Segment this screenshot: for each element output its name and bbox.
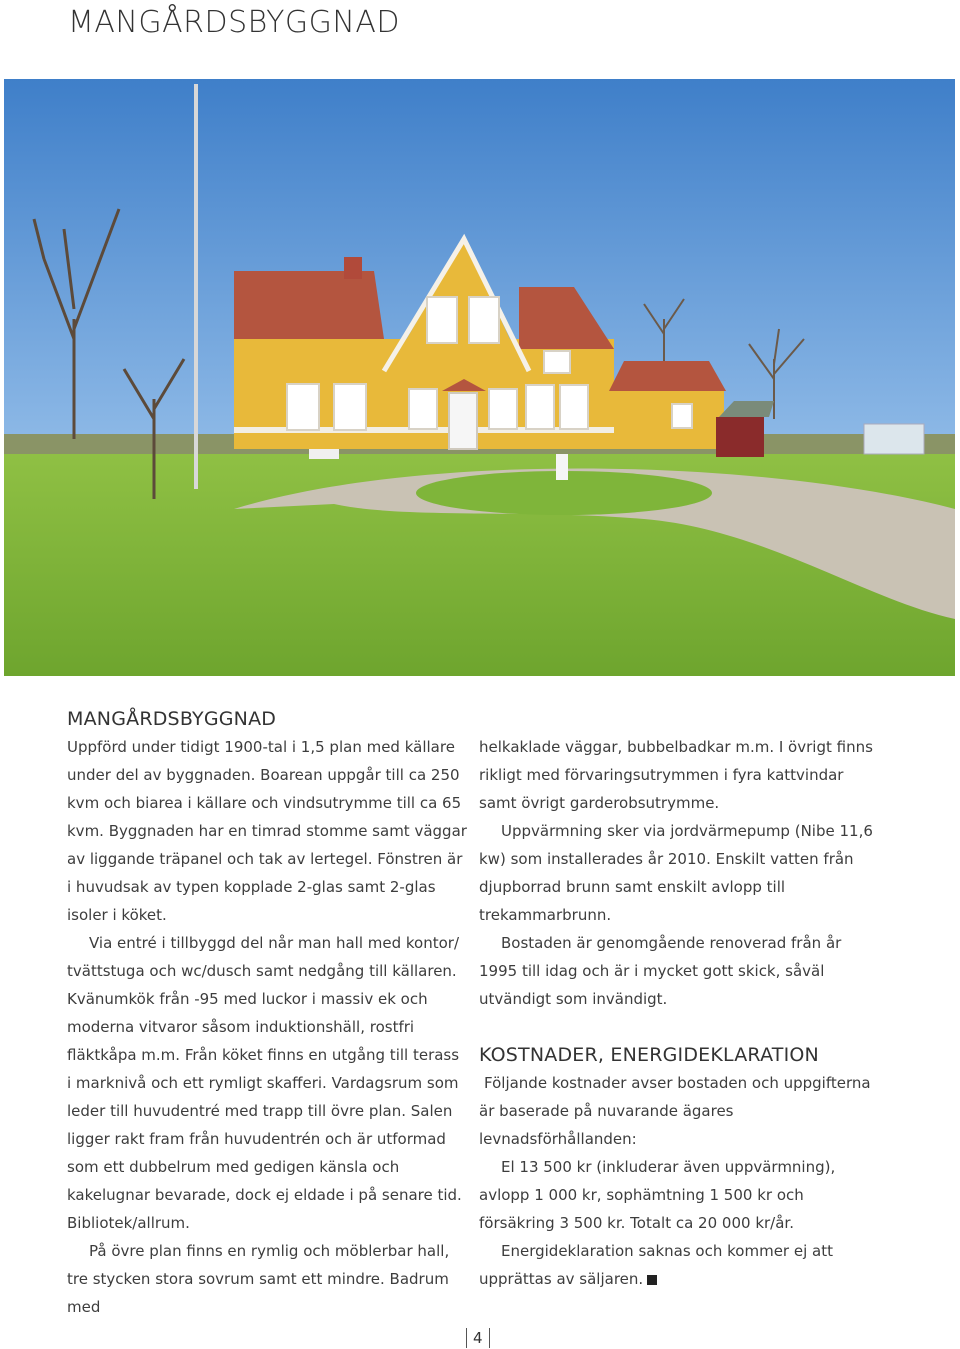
page-title: MANGÅRDSBYGGNAD: [68, 5, 400, 40]
paragraph-heating-water: Uppvärmning sker via jordvärmepump (Nibe 11,6 kw) som installerades år 2010. Enskilt vatten från djupborrad brunn samt enskilt avlopp till trekammarbrunn.: [479, 822, 873, 924]
paragraph-renovation: Bostaden är genomgående renoverad från år 1995 till idag och är i mycket gott skick, såväl utvändigt som invändigt.: [479, 934, 842, 1008]
paragraph-building-description: Uppförd under tidigt 1900-tal i 1,5 plan med källare under del av byggnaden. Boarean uppgår till ca 250 kvm och biarea i källare och vindsutrymme till ca 65 kvm. Byggnaden har en timrad stomme samt väggar av liggande träpanel och tak av lertegel. Fönstren är i huvudsak av typen kopplade 2-glas samt 2-glas isoler i köket.: [67, 738, 467, 924]
paragraph-upper-floor: På övre plan finns en rymlig och möblerbar hall, tre stycken stora sovrum samt ett mindre. Badrum med: [67, 1242, 450, 1316]
paragraph-costs-list: El 13 500 kr (inkluderar även uppvärmning), avlopp 1 000 kr, sophämtning 1 500 kr och försäkring 3 500 kr. Totalt ca 20 000 kr/år.: [479, 1158, 836, 1232]
left-column: [67, 705, 467, 1321]
paragraph-energy-declaration: [479, 1237, 879, 1293]
section-heading-main-building: MANGÅRDSBYGGNAD: [67, 708, 277, 730]
paragraph-bathroom-storage: helkaklade väggar, bubbelbadkar m.m. I övrigt finns rikligt med förvaringsutrymmen i fyra kattvindar samt övrigt garderobsutrymme.: [479, 738, 873, 812]
energy-declaration-text: Energideklaration saknas och kommer ej att upprättas av säljaren.: [479, 1242, 833, 1288]
section-heading-costs: KOSTNADER, ENERGIDEKLARATION: [479, 1044, 819, 1066]
paragraph-ground-floor: Via entré i tillbyggd del når man hall med kontor/ tvättstuga och wc/dusch samt nedgång till källaren. Kvänumkök från -95 med luckor i massiv ek och moderna vitvaror såsom induktionshäll, rostfri fläktkåpa m.m. Från köket finns en utgång till terass i marknivå och ett rymligt skafferi. Vardagsrum som leder till huvudentré med trapp till övre plan. Salen ligger rakt fram från huvudentrén och är utformad som ett dubbelrum med gedigen känsla och kakelugnar bevarade, dock ej eldade i på senare tid. Bibliotek/allrum.: [67, 934, 462, 1232]
paragraph-costs-intro: Följande kostnader avser bostaden och uppgifterna är baserade på nuvarande ägares levnadsförhållanden:: [479, 1074, 871, 1148]
end-of-article-square-icon: [647, 1275, 657, 1285]
house-photo: [4, 79, 955, 676]
right-column: [479, 733, 879, 1293]
page-number: 4: [466, 1328, 490, 1348]
